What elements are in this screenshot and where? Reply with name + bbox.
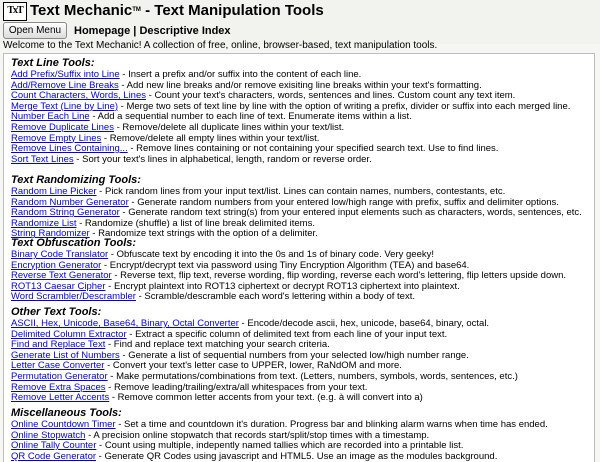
list-item <box>11 292 566 303</box>
tool-link[interactable]: QR Code Generator <box>11 450 97 462</box>
tool-description: - Set a time and countdown it's duration. Progress bar and blinking alarm warns when time has ended. <box>115 419 548 430</box>
tool-description: - Sort your text's lines in alphabetical, length, random or reverse order. <box>73 153 372 165</box>
tool-description: - Randomize text strings with the option of a delimiter. <box>89 228 318 240</box>
logo-icon[interactable]: TxT <box>3 2 27 21</box>
tool-link[interactable]: Remove Empty Lines <box>11 132 102 144</box>
tool-link[interactable]: Delimited Column Extractor <box>11 328 127 340</box>
top-nav <box>74 24 231 38</box>
tool-description: - Remove/delete all duplicate lines within your text/list. <box>113 121 345 133</box>
tool-description: - Add new line breaks and/or remove exisiting line breaks within your text's formatting. <box>118 79 482 91</box>
tool-description: - Remove lines containing or not containing your specified search text. Use to find lines. <box>127 143 499 155</box>
tool-description: - Generate random numbers from your entered low/high range with prefix, suffix and delimiter options. <box>128 196 559 208</box>
tool-description: - Generate random text string(s) from your entered input elements such as characters, words, sentences, etc. <box>119 207 582 219</box>
nav-descriptive-index-link[interactable]: Descriptive Index <box>139 25 231 37</box>
tool-description: - Generate a list of sequential numbers from your selected low/high number range. <box>119 349 469 361</box>
tool-description: - Count your text's characters, words, sentences and lines. Custom count any text item. <box>146 90 516 102</box>
tool-link[interactable]: Online Stopwatch <box>11 429 86 441</box>
tool-link[interactable]: ROT13 Caesar Cipher <box>11 280 106 292</box>
section-text-randomizing-tools <box>11 174 582 240</box>
app-name: Text Mechanic <box>30 2 133 19</box>
tool-description: - Scramble/descramble each word's lettering within a body of text. <box>135 291 415 303</box>
tool-link[interactable]: Remove Letter Accents <box>11 392 110 404</box>
tool-description: - Reverse text, flip text, reverse wording, flip wording, reverse each word's lettering, flip letters upside down. <box>111 270 567 282</box>
section-title: Miscellaneous Tools: <box>11 407 122 419</box>
tool-link[interactable]: Random Line Picker <box>11 186 97 197</box>
tool-description: - Add a sequential number to each line of text. Enumerate items within a list. <box>89 111 412 123</box>
tool-link[interactable]: Random Number Generator <box>11 196 129 208</box>
tool-description: - Extract a specific column of delimited text from each line of your input text. <box>126 328 448 340</box>
list-item <box>11 452 548 462</box>
tool-description: - Obfuscate text by encoding it into the 0s and 1s of binary code. Very geeky! <box>108 249 435 260</box>
tool-link[interactable]: Remove Lines Containing... <box>11 143 128 155</box>
tools-panel <box>3 53 595 462</box>
tool-link[interactable]: Generate List of Numbers <box>11 349 120 361</box>
tool-link[interactable]: Add Prefix/Suffix into Line <box>11 69 120 80</box>
tool-description: - Remove/delete all empty lines within your text/list. <box>101 132 320 144</box>
nav-separator: | <box>130 25 140 37</box>
tool-link[interactable]: Word Scrambler/Descrambler <box>11 291 136 303</box>
tool-link[interactable]: Permutation Generator <box>11 370 108 382</box>
app-title <box>30 2 324 20</box>
tool-link[interactable]: Randomize List <box>11 217 77 229</box>
nav-homepage-link[interactable]: Homepage <box>74 25 131 37</box>
tool-link[interactable]: Online Countdown Timer <box>11 419 116 430</box>
tool-description: - Encrypt plaintext into ROT13 ciphertext or decrypt ROT13 ciphertext into plaintext. <box>105 280 460 292</box>
open-menu-button[interactable]: Open Menu <box>3 22 67 39</box>
list-item <box>11 155 570 166</box>
tool-description: - Remove common letter accents from your text. (e.g. à will convert into a) <box>109 392 423 404</box>
tool-link[interactable]: Binary Code Translator <box>11 249 109 260</box>
section-text-line-tools <box>11 57 570 165</box>
tool-link[interactable]: Encryption Generator <box>11 259 102 271</box>
section-title: Text Obfuscation Tools: <box>11 237 137 249</box>
section-miscellaneous-tools <box>11 407 548 462</box>
tool-link[interactable]: Letter Case Converter <box>11 360 105 372</box>
tool-link[interactable]: Remove Duplicate Lines <box>11 121 114 133</box>
tool-description: - Merge two sets of text line by line with the option of writing a prefix, divider or suffix into each merged line. <box>118 100 571 112</box>
tool-link[interactable]: Sort Text Lines <box>11 153 74 165</box>
tool-description: - Count using multiple, indepently named tallies which are recorded into a printable list. <box>96 440 464 452</box>
tool-link[interactable]: Merge Text (Line by Line) <box>11 100 119 112</box>
tool-description: - A precision online stopwatch that records start/split/stop times with a timestamp. <box>85 429 430 441</box>
welcome-text: Welcome to the Text Mechanic! A collection of free, online, browser-based, text manipulation tools. <box>3 40 438 51</box>
section-title: Other Text Tools: <box>11 306 102 318</box>
section-other-text-tools <box>11 306 518 404</box>
tool-description: - Encrypt/decrypt text via password using Tiny Encryption Algorithm (TEA) and base64. <box>101 259 470 271</box>
tool-link[interactable]: Random String Generator <box>11 207 120 219</box>
tool-description: - Insert a prefix and/or suffix into the content of each line. <box>119 69 362 80</box>
section-title: Text Randomizing Tools: <box>11 174 141 186</box>
tool-link[interactable]: Count Characters, Words, Lines <box>11 90 146 102</box>
section-title: Text Line Tools: <box>11 57 95 69</box>
app-subtitle: - Text Manipulation Tools <box>140 2 324 19</box>
tool-link[interactable]: Reverse Text Generator <box>11 270 112 282</box>
site-header <box>0 0 600 51</box>
section-text-obfuscation-tools <box>11 237 566 303</box>
trademark: TM <box>132 7 141 13</box>
tool-description: - Pick random lines from your input text/list. Lines can contain names, numbers, contestants, etc. <box>96 186 506 197</box>
tool-description: - Make permutations/combinations from text. (Letters, numbers, symbols, words, sentences, etc.) <box>107 370 518 382</box>
list-item <box>11 393 518 404</box>
tool-link[interactable]: Find and Replace Text <box>11 339 106 351</box>
tool-description: - Randomize (shuffle) a list of line break delimited items. <box>76 217 315 229</box>
tool-description: - Generate QR Codes using javascript and HTML5. Use an image as the modules background. <box>96 450 498 462</box>
tool-link[interactable]: ASCII, Hex, Unicode, Base64, Binary, Octal Converter <box>11 318 239 329</box>
tool-link[interactable]: Number Each Line <box>11 111 90 123</box>
tool-description: - Encode/decode ascii, hex, unicode, base64, binary, octal. <box>238 318 490 329</box>
tool-link[interactable]: String Randomizer <box>11 228 90 240</box>
tool-description: - Find and replace text matching your search criteria. <box>105 339 330 351</box>
tool-description: - Convert your text's letter case to UPPER, lower, RaNdOM and more. <box>104 360 402 372</box>
tool-link[interactable]: Remove Extra Spaces <box>11 381 106 393</box>
tool-description: - Remove leading/trailing/extra/all whitespaces from your text. <box>105 381 368 393</box>
tool-link[interactable]: Online Tally Counter <box>11 440 97 452</box>
tool-link[interactable]: Add/Remove Line Breaks <box>11 79 119 91</box>
